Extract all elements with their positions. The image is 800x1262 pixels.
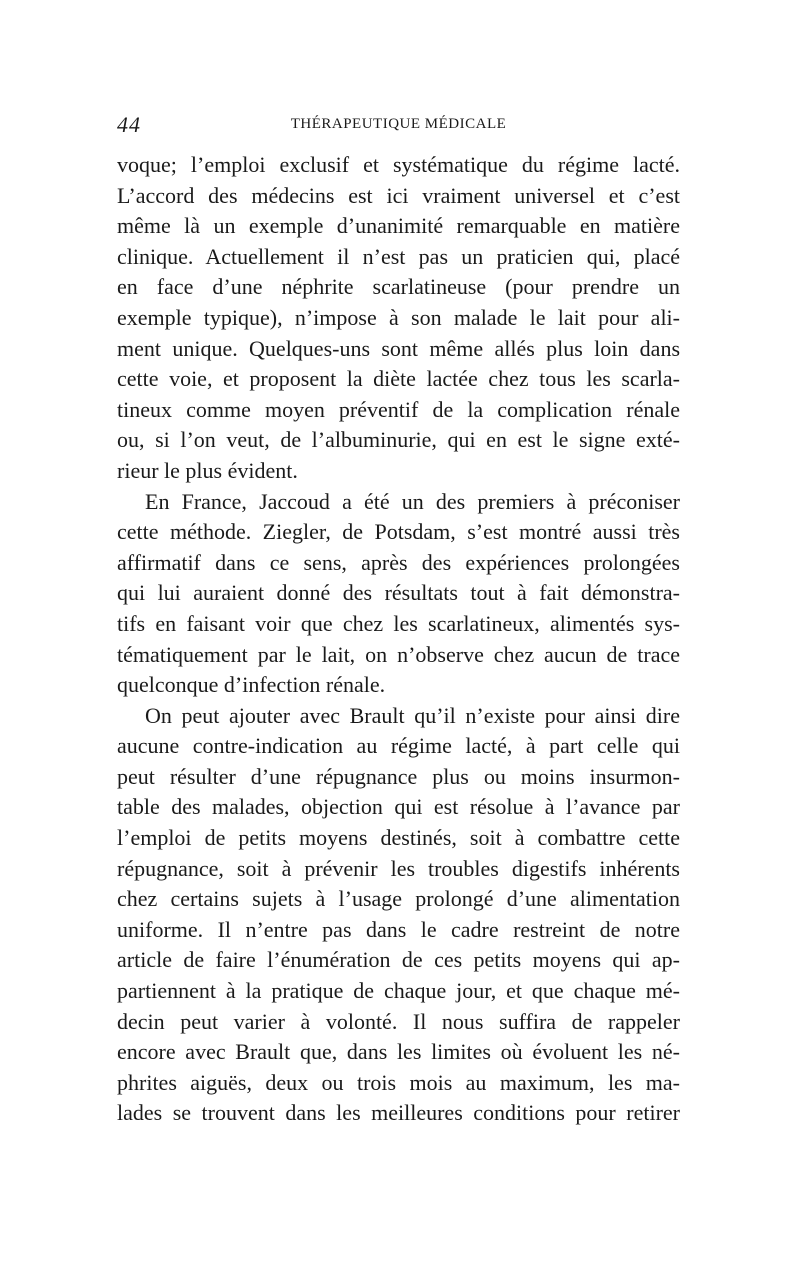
text-line: même là un exemple d’unanimité remarquable en matière	[117, 213, 680, 239]
text-line: qui lui auraient donné des résultats tout à fait démonstra-	[117, 580, 680, 606]
text-line: article de faire l’énumération de ces petits moyens qui ap-	[117, 947, 680, 973]
text-line: peut résulter d’une répugnance plus ou moins insurmon-	[117, 763, 680, 789]
text-line: aucune contre-indication au régime lacté, à part celle qui	[117, 733, 680, 759]
text-line: répugnance, soit à prévenir les troubles digestifs inhérents	[117, 855, 680, 881]
page-header	[117, 112, 680, 138]
text-line: uniforme. Il n’entre pas dans le cadre restreint de notre	[117, 916, 680, 942]
text-line: tineux comme moyen préventif de la complication rénale	[117, 396, 680, 422]
page-number: 44	[117, 112, 141, 137]
text-line: cette méthode. Ziegler, de Potsdam, s’est montré aussi très	[117, 519, 680, 545]
paragraph-2	[117, 487, 680, 701]
paragraph-1	[117, 150, 680, 487]
text-line: en face d’une néphrite scarlatineuse (pour prendre un	[117, 274, 680, 300]
text-line: partiennent à la pratique de chaque jour, et que chaque mé-	[117, 978, 680, 1004]
text-line: encore avec Brault que, dans les limites où évoluent les né-	[117, 1039, 680, 1065]
text-line: exemple typique), n’impose à son malade le lait pour ali-	[117, 304, 680, 330]
text-line: phrites aiguës, deux ou trois mois au maximum, les ma-	[117, 1069, 680, 1095]
text-line: table des malades, objection qui est résolue à l’avance par	[117, 794, 680, 820]
text-line: ou, si l’on veut, de l’albuminurie, qui en est le signe exté-	[117, 427, 680, 453]
text-line: affirmatif dans ce sens, après des expériences prolongées	[117, 549, 680, 575]
text-line: decin peut varier à volonté. Il nous suffira de rappeler	[117, 1008, 680, 1034]
text-line: tifs en faisant voir que chez les scarlatineux, alimentés sys-	[117, 610, 680, 636]
text-line: cette voie, et proposent la diète lactée chez tous les scarla-	[117, 366, 680, 392]
text-line: lades se trouvent dans les meilleures conditions pour retirer	[117, 1100, 680, 1126]
text-line: l’emploi de petits moyens destinés, soit à combattre cette	[117, 825, 680, 851]
text-line: ment unique. Quelques-uns sont même allés plus loin dans	[117, 335, 680, 361]
text-line: tématiquement par le lait, on n’observe chez aucun de trace	[117, 641, 680, 667]
text-line: quelconque d’infection rénale.	[117, 672, 386, 698]
text-line: clinique. Actuellement il n’est pas un praticien qui, placé	[117, 243, 680, 269]
running-head: THÉRAPEUTIQUE MÉDICALE	[290, 116, 507, 132]
body-text	[117, 150, 680, 1129]
paragraph-3	[117, 701, 680, 1129]
text-line: On peut ajouter avec Brault qu’il n’existe pour ainsi dire	[145, 702, 680, 728]
text-line: chez certains sujets à l’usage prolongé d’une alimentation	[117, 886, 680, 912]
text-line: L’accord des médecins est ici vraiment universel et c’est	[117, 182, 680, 208]
text-line: rieur le plus évident.	[117, 457, 298, 483]
text-line: En France, Jaccoud a été un des premiers à préconiser	[145, 488, 680, 514]
text-line: voque; l’emploi exclusif et systématique du régime lacté.	[117, 152, 680, 177]
